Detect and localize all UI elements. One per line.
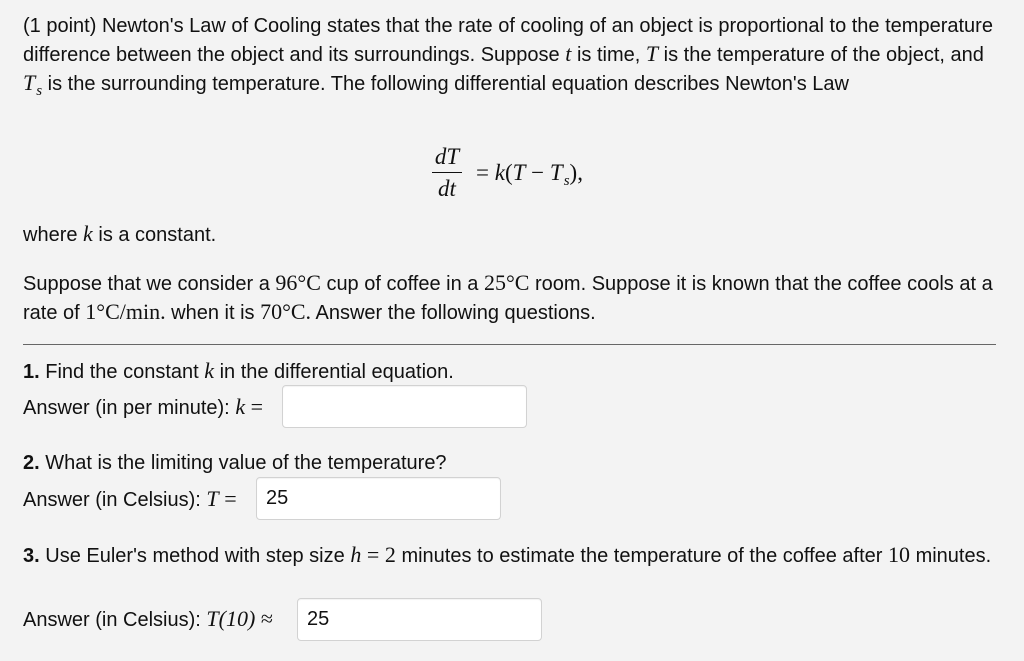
question-1-prompt-before: Find the constant (45, 361, 199, 383)
cooling-rate: 1°C/min. (85, 299, 166, 324)
point-value: (1 point) (23, 15, 97, 37)
question-2 (23, 449, 998, 477)
derivative-denominator: dt (438, 176, 456, 201)
question-3-prompt-middle: minutes to estimate the temperature of the coffee after (401, 545, 883, 567)
equation-close-paren: ), (569, 160, 583, 185)
section-divider (23, 344, 996, 345)
question-1-answer-variable: k (235, 394, 246, 419)
constant-definition (23, 220, 983, 249)
question-3-prompt-before: Use Euler's method with step size (45, 545, 345, 567)
question-3-number: 3. (23, 545, 40, 567)
equation-constant-k: k (494, 160, 505, 185)
question-3-approx-symbol: ≈ (260, 606, 273, 631)
question-2-answer-label: Answer (in Celsius): (23, 489, 201, 511)
equation-temperature: T (512, 160, 526, 185)
constant-description: is a constant. (98, 224, 217, 246)
time-variable: t (565, 41, 572, 66)
reference-temperature: 70°C. (260, 299, 312, 324)
equation-right-side (476, 160, 583, 190)
problem-introduction (23, 12, 993, 105)
equation-open-paren: ( (504, 160, 513, 185)
surrounding-temperature-description: is the surrounding temperature. The following differential equation describes Newton's Law (47, 73, 849, 95)
derivative-numerator: dT (434, 144, 460, 169)
question-2-answer-label-row (23, 485, 237, 514)
temperature-variable: T (645, 41, 659, 66)
question-1-variable: k (204, 358, 215, 383)
question-2-answer-variable: T (206, 486, 219, 511)
question-1-number: 1. (23, 361, 40, 383)
equation-surrounding-subscript: s (563, 173, 570, 189)
question-2-prompt: What is the limiting value of the temperature? (45, 452, 447, 474)
question-1-answer-equals: = (250, 394, 264, 419)
euler-temperature-answer-input[interactable] (297, 598, 542, 641)
question-3-time-value: 10 (888, 542, 911, 567)
derivative-fraction (429, 141, 465, 203)
scenario-instruction: Answer the following questions. (315, 302, 596, 324)
surrounding-temperature-variable: T (23, 70, 36, 95)
surrounding-temperature-subscript: s (36, 83, 43, 99)
question-1-answer-label: Answer (in per minute): (23, 397, 230, 419)
equation-surrounding-temperature: T (549, 160, 563, 185)
scenario-lead: Suppose that we consider a (23, 273, 270, 295)
question-3-prompt-after: minutes. (915, 545, 992, 567)
room-temperature: 25°C (483, 270, 530, 295)
question-3-step-value: 2 (384, 542, 396, 567)
question-1-prompt-after: in the differential equation. (219, 361, 454, 383)
question-3-step-variable: h (350, 542, 362, 567)
question-3 (23, 541, 998, 570)
question-3-answer-label: Answer (in Celsius): (23, 609, 201, 631)
surrounding-temperature-symbol (23, 70, 43, 99)
scenario-coffee-room-text: cup of coffee in a (326, 273, 479, 295)
constant-variable: k (83, 221, 93, 246)
temperature-description: is the temperature of the object, and (663, 44, 984, 66)
scenario-reference-text: when it is (171, 302, 255, 324)
limiting-temperature-answer-input[interactable] (256, 477, 501, 520)
question-3-answer-variable: T(10) (206, 606, 256, 631)
initial-coffee-temperature: 96°C (275, 270, 321, 295)
time-description: is time, (576, 44, 641, 66)
question-3-answer-label-row (23, 605, 273, 634)
question-2-number: 2. (23, 452, 40, 474)
scenario-cooling-text: room. Suppose it is known that the coffee cools at a rate of (23, 273, 993, 324)
newton-cooling-equation (423, 141, 613, 205)
cooling-law-description: Newton's Law of Cooling states that the rate of cooling of an object is proportional to the temperature difference between the object and its surroundings. (23, 15, 993, 66)
fraction-bar (432, 172, 462, 173)
constant-k-answer-input[interactable] (282, 385, 527, 428)
suppose-text: Suppose (480, 44, 560, 66)
question-1-answer-label-row (23, 393, 263, 422)
question-1 (23, 357, 998, 386)
where-text: where (23, 224, 78, 246)
question-2-answer-equals: = (224, 486, 237, 511)
coffee-scenario (23, 269, 998, 327)
question-3-step-equals: = (366, 542, 380, 567)
equation-minus: − (525, 160, 550, 185)
equation-equals: = (476, 160, 489, 185)
